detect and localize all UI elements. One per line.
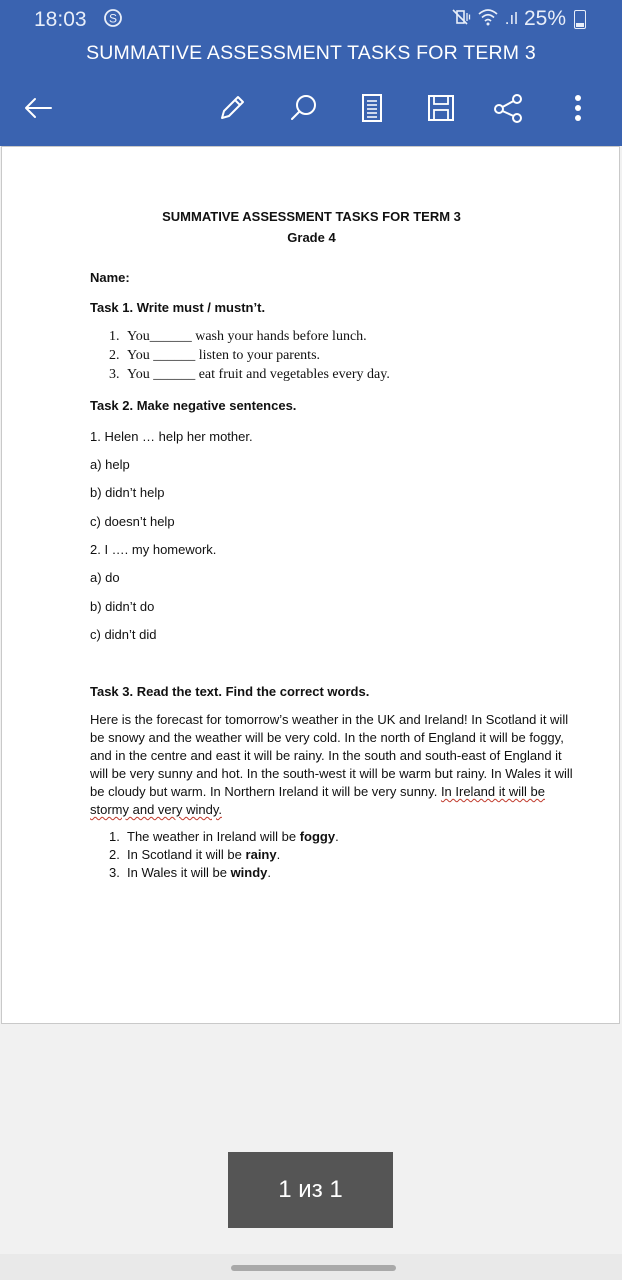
item-number: 2. xyxy=(109,348,120,363)
item-text: You ______ eat fruit and vegetables every day. xyxy=(127,367,390,382)
task3-item xyxy=(109,865,271,880)
mute-vibrate-icon xyxy=(451,8,471,31)
page-indicator: 1 из 1 xyxy=(228,1152,393,1228)
task2-heading: Task 2. Make negative sentences. xyxy=(90,398,297,413)
sync-s-icon xyxy=(103,8,123,34)
item-bold-word: windy xyxy=(230,865,268,880)
home-indicator[interactable] xyxy=(231,1265,396,1271)
paragraph-underlined-text: In Ireland it will be stormy and very windy. xyxy=(90,784,545,817)
task2-question: 1. Helen … help her mother. xyxy=(90,429,253,444)
item-number: 2. xyxy=(109,847,120,862)
task2-option: c) doesn’t help xyxy=(90,514,175,529)
item-text: The weather in Ireland will be xyxy=(127,829,297,844)
task3-item xyxy=(109,829,339,844)
task2-option: a) do xyxy=(90,570,120,585)
task1-item xyxy=(109,329,367,345)
name-label: Name: xyxy=(90,270,130,285)
task2-question: 2. I …. my homework. xyxy=(90,542,217,557)
item-text: You ______ listen to your parents. xyxy=(127,348,321,363)
item-number: 3. xyxy=(109,367,120,382)
document-grade: Grade 4 xyxy=(287,230,336,245)
svg-text:S: S xyxy=(108,11,118,26)
document-page[interactable] xyxy=(1,146,620,1024)
item-end: . xyxy=(276,847,281,862)
item-end: . xyxy=(267,865,272,880)
app-bar xyxy=(0,0,622,146)
item-bold-word: rainy xyxy=(245,847,277,862)
more-icon[interactable] xyxy=(556,86,600,130)
item-bold-word: foggy xyxy=(299,829,336,844)
status-right xyxy=(451,7,586,31)
task1-heading: Task 1. Write must / mustn’t. xyxy=(90,300,266,315)
task3-heading: Task 3. Read the text. Find the correct words. xyxy=(90,684,370,699)
document-title: SUMMATIVE ASSESSMENT TASKS FOR TERM 3 xyxy=(162,209,461,224)
item-number: 1. xyxy=(109,829,120,844)
task2-option: a) help xyxy=(90,457,130,472)
back-arrow-icon[interactable] xyxy=(16,86,60,130)
battery-level: 25% xyxy=(523,7,566,30)
paragraph-text: Here is the forecast for tomorrow’s weather in the UK and Ireland! In Scotland it will be snowy and the weather will be very cold. In the north of England it will be foggy, and in the centre and east it will be rainy. In the south and south-east of England it will be very sunny and hot. In the south-west it will be warm but rainy. In Wales it will be cloudy but warm. In Northern Ireland it will be very sunny. xyxy=(90,712,573,799)
pencil-icon[interactable] xyxy=(210,86,254,130)
item-text: In Scotland it will be xyxy=(127,847,242,862)
task3-paragraph xyxy=(90,711,574,819)
task2-option: b) didn’t do xyxy=(90,599,155,614)
task3-item xyxy=(109,847,280,862)
status-time: 18:03 xyxy=(34,8,87,31)
share-icon[interactable] xyxy=(486,86,530,130)
item-number: 1. xyxy=(109,329,120,344)
task1-item xyxy=(109,348,320,364)
wifi-icon xyxy=(477,8,499,31)
task1-item xyxy=(109,367,390,383)
app-doc-title: SUMMATIVE ASSESSMENT TASKS FOR TERM 3 xyxy=(86,42,536,64)
battery-icon xyxy=(574,10,586,29)
task2-option: b) didn’t help xyxy=(90,485,165,500)
task2-option: c) didn’t did xyxy=(90,627,157,642)
item-number: 3. xyxy=(109,865,120,880)
signal-icon: .ıl xyxy=(504,9,518,28)
item-end: . xyxy=(335,829,339,844)
item-text: You______ wash your hands before lunch. xyxy=(127,329,367,344)
reading-view-icon[interactable] xyxy=(350,86,394,130)
search-icon[interactable] xyxy=(282,86,326,130)
save-icon[interactable] xyxy=(419,86,463,130)
item-text: In Wales it will be xyxy=(127,865,227,880)
